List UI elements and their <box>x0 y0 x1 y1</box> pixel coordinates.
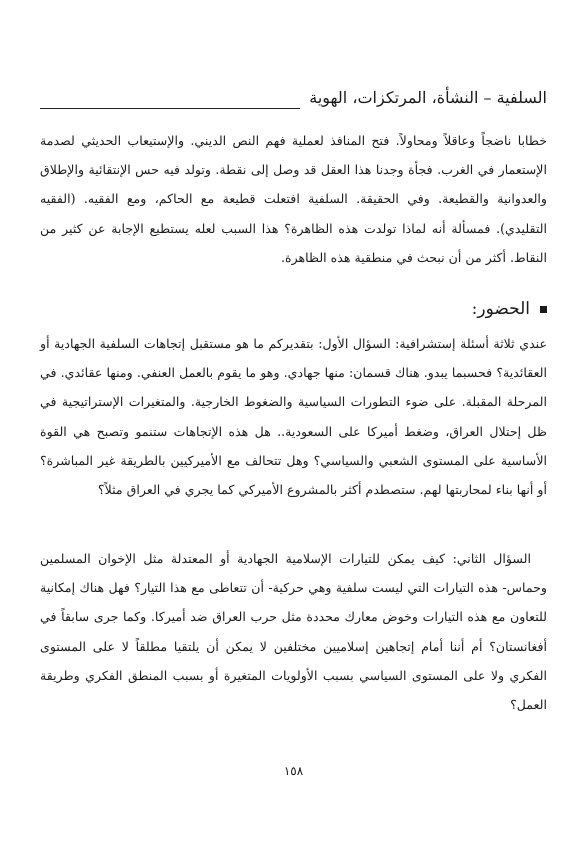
paragraph-text: السؤال الثاني: كيف يمكن للتيارات الإسلامية الجهادية أو المعتدلة مثل الإخوان المسلمين وحماس- هذه التيارات التي ليست سلفية وهي حركية- أن تتعاطى مع هذا التيار؟ فهل هناك إمكانية للتعاون مع هذه التيارات وخوض معارك محددة مثل حرب العراق ضد أميركا. وكما جرى سابقاً في أفغانستان؟ أم أننا أمام إتجاهين إسلاميين مختلفين لا يمكن أن يلتقيا مطلقاً لا على المستوى الفكري ولا على المستوى السياسي بسبب الأولويات المتغيرة أو بسبب المنطق الفكري وطريقة العمل؟ <box>40 551 547 713</box>
body-paragraph-3 <box>40 544 547 719</box>
section-heading <box>472 299 547 319</box>
section-heading-label: الحضور: <box>471 299 530 319</box>
running-header-title: السلفية – النشأة، المرتكزات، الهوية <box>309 88 547 107</box>
header-rule <box>40 108 300 109</box>
body-paragraph-2 <box>40 329 547 504</box>
running-header <box>40 88 547 114</box>
page-number: ١٥٨ <box>283 764 304 778</box>
body-paragraph-1 <box>40 126 547 272</box>
paragraph-text: خطابا ناضجاً وعاقلاً ومحاولاً. فتح المنافذ لعملية فهم النص الديني. والإستيعاب الحديثي لصدمة الإستعمار في الغرب. فجأة وجدنا هذا العقل قد وصل إلى نقطة. وتولد فيه حس الإنتقائية والإطلاق والعدوانية والقطيعة. وفي الحقيقة. السلفية افتعلت قطيعة مع الحاكم، ومع الفقيه. (الفقيه التقليدي). فمسألة أنه لماذا تولدت هذه الظاهرة؟ هذا السبب لعله يستطيع الإجابة عن كثير من النقاط. أكثر من أن نبحث في منطقية هذه الظاهرة. <box>40 133 547 265</box>
paragraph-text: عندي ثلاثة أسئلة إستشرافية: السؤال الأول: بتقديركم ما هو مستقبل إتجاهات السلفية الجهادية أو العقائدية؟ فحسبما يبدو. هناك قسمان: منها جهادي. وهو ما يقوم بالعمل العنفي. ومنها عقائدي. في المرحلة المقبلة. على ضوء التطورات السياسية والضغوط الخارجية. والمتغيرات الإستراتيجية في ظل إحتلال العراق، وضغط أميركا على السعودية.. هل هذه الإتجاهات ستنمو وتصبح هي القوة الأساسية على المستوى الشعبي والسياسي؟ وهل تتحالف مع الأميركيين بالطريقة غير المباشرة؟ أو أنها بناء لمحاربتها لهم. ستصطدم أكثر بالمشروع الأميركي كما يجري في العراق مثلاً؟ <box>40 336 547 498</box>
square-bullet-icon <box>540 306 547 313</box>
